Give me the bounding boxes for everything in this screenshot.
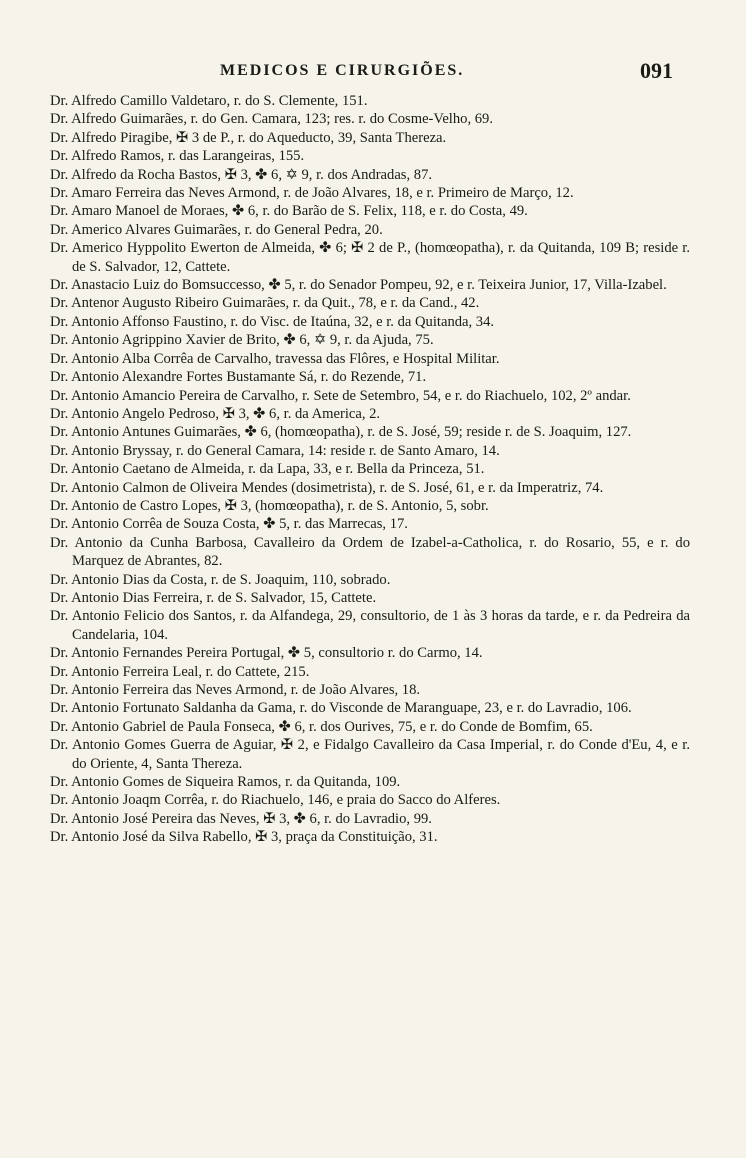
directory-entry: Dr. Antonio Amancio Pereira de Carvalho, r. Sete de Setembro, 54, e r. do Riachuelo, 102, 2º andar. xyxy=(50,387,631,404)
directory-entry: Dr. Antonio José da Silva Rabello, ✠ 3, praça da Constituição, 31. xyxy=(50,829,438,846)
directory-entry: Dr. Alfredo da Rocha Bastos, ✠ 3, ✤ 6, ✡ 9, r. dos Andradas, 87. xyxy=(50,166,433,183)
directory-entry: Dr. Antonio Angelo Pedroso, ✠ 3, ✤ 6, r. da America, 2. xyxy=(50,405,381,422)
directory-entry: Dr. Antonio José Pereira das Neves, ✠ 3, ✤ 6, r. do Lavradio, 99. xyxy=(50,810,432,827)
directory-entry: Dr. Amaro Ferreira das Neves Armond, r. de João Alvares, 18, e r. Primeiro de Março, 12. xyxy=(50,185,574,202)
page-title: MEDICOS E CIRURGIÕES. xyxy=(220,62,465,79)
directory-entry: Dr. Alfredo Ramos, r. das Larangeiras, 155. xyxy=(50,148,305,165)
directory-entry: Dr. Americo Hyppolito Ewerton de Almeida, ✤ 6; ✠ 2 de P., (homœopatha), r. da Quitanda, 109 B; reside r. de S. Salvador, 12, Cattete. xyxy=(50,240,690,275)
directory-entry: Dr. Alfredo Guimarães, r. do Gen. Camara, 123; res. r. do Cosme-Velho, 69. xyxy=(50,111,493,128)
entry-list xyxy=(50,92,690,847)
directory-entry: Dr. Antonio Joaqm Corrêa, r. do Riachuelo, 146, e praia do Sacco do Alferes. xyxy=(50,792,501,809)
directory-entry: Dr. Alfredo Piragibe, ✠ 3 de P., r. do Aqueducto, 39, Santa Thereza. xyxy=(50,129,447,146)
directory-entry: Dr. Antonio Bryssay, r. do General Camara, 14: reside r. de Santo Amaro, 14. xyxy=(50,442,500,459)
directory-entry: Dr. Antonio Ferreira Leal, r. do Cattete, 215. xyxy=(50,663,310,680)
directory-entry: Dr. Antonio Antunes Guimarães, ✤ 6, (homœopatha), r. de S. José, 59; reside r. de S. Joaquim, 127. xyxy=(50,424,632,441)
directory-entry: Dr. Antonio Gomes de Siqueira Ramos, r. da Quitanda, 109. xyxy=(50,774,401,791)
directory-entry: Dr. Antonio Caetano de Almeida, r. da Lapa, 33, e r. Bella da Princeza, 51. xyxy=(50,461,485,478)
directory-entry: Dr. Antonio Alba Corrêa de Carvalho, travessa das Flôres, e Hospital Militar. xyxy=(50,350,500,367)
directory-entry: Dr. Alfredo Camillo Valdetaro, r. do S. Clemente, 151. xyxy=(50,93,368,109)
directory-entry: Dr. Antonio Gomes Guerra de Aguiar, ✠ 2, e Fidalgo Cavalleiro da Casa Imperial, r. do Conde d'Eu, 4, e r. do Oriente, 4, Santa Thereza. xyxy=(50,737,690,772)
directory-entry: Dr. Antonio Alexandre Fortes Bustamante Sá, r. do Rezende, 71. xyxy=(50,369,427,386)
directory-entry: Dr. Antonio Agrippino Xavier de Brito, ✤ 6, ✡ 9, r. da Ajuda, 75. xyxy=(50,332,434,349)
directory-entry: Dr. Antonio Fortunato Saldanha da Gama, r. do Visconde de Maranguape, 23, e r. do Lavradio, 106. xyxy=(50,700,632,717)
directory-entry: Dr. Anastacio Luiz do Bomsuccesso, ✤ 5, r. do Senador Pompeu, 92, e r. Teixeira Junior, 17, Villa-Izabel. xyxy=(50,277,667,294)
directory-entry: Dr. Antonio Dias da Costa, r. de S. Joaquim, 110, sobrado. xyxy=(50,571,391,588)
directory-entry: Dr. Antonio Calmon de Oliveira Mendes (dosimetrista), r. de S. José, 61, e r. da Imperatriz, 74. xyxy=(50,479,604,496)
directory-entry: Dr. Antonio Ferreira das Neves Armond, r. de João Alvares, 18. xyxy=(50,682,421,698)
directory-entry: Dr. Antonio de Castro Lopes, ✠ 3, (homœopatha), r. de S. Antonio, 5, sobr. xyxy=(50,497,489,514)
directory-entry: Dr. Antonio Fernandes Pereira Portugal, ✤ 5, consultorio r. do Carmo, 14. xyxy=(50,645,483,662)
directory-entry: Dr. Antonio Felicio dos Santos, r. da Alfandega, 29, consultorio, de 1 às 3 horas da tarde, e r. da Pedreira da Candelaria, 104. xyxy=(50,608,690,643)
directory-entry: Dr. Antonio Gabriel de Paula Fonseca, ✤ 6, r. dos Ourives, 75, e r. do Conde de Bomfim, 65. xyxy=(50,718,593,735)
directory-entry: Dr. Antonio Corrêa de Souza Costa, ✤ 5, r. das Marrecas, 17. xyxy=(50,516,408,533)
directory-entry: Dr. Antonio Dias Ferreira, r. de S. Salvador, 15, Cattete. xyxy=(50,589,377,606)
directory-entry: Dr. Antenor Augusto Ribeiro Guimarães, r. da Quit., 78, e r. da Cand., 42. xyxy=(50,295,480,312)
directory-entry: Dr. Americo Alvares Guimarães, r. do General Pedra, 20. xyxy=(50,221,383,238)
directory-entry: Dr. Antonio Affonso Faustino, r. do Visc. de Itaúna, 32, e r. da Quitanda, 34. xyxy=(50,313,495,330)
directory-entry: Dr. Antonio da Cunha Barbosa, Cavalleiro da Ordem de Izabel-a-Catholica, r. do Rosario, 55, e r. do Marquez de Abrantes, 82. xyxy=(50,534,690,570)
page-number: 091 xyxy=(640,58,673,83)
directory-entry: Dr. Amaro Manoel de Moraes, ✤ 6, r. do Barão de S. Felix, 118, e r. do Costa, 49. xyxy=(50,203,528,220)
page-header xyxy=(0,58,746,88)
